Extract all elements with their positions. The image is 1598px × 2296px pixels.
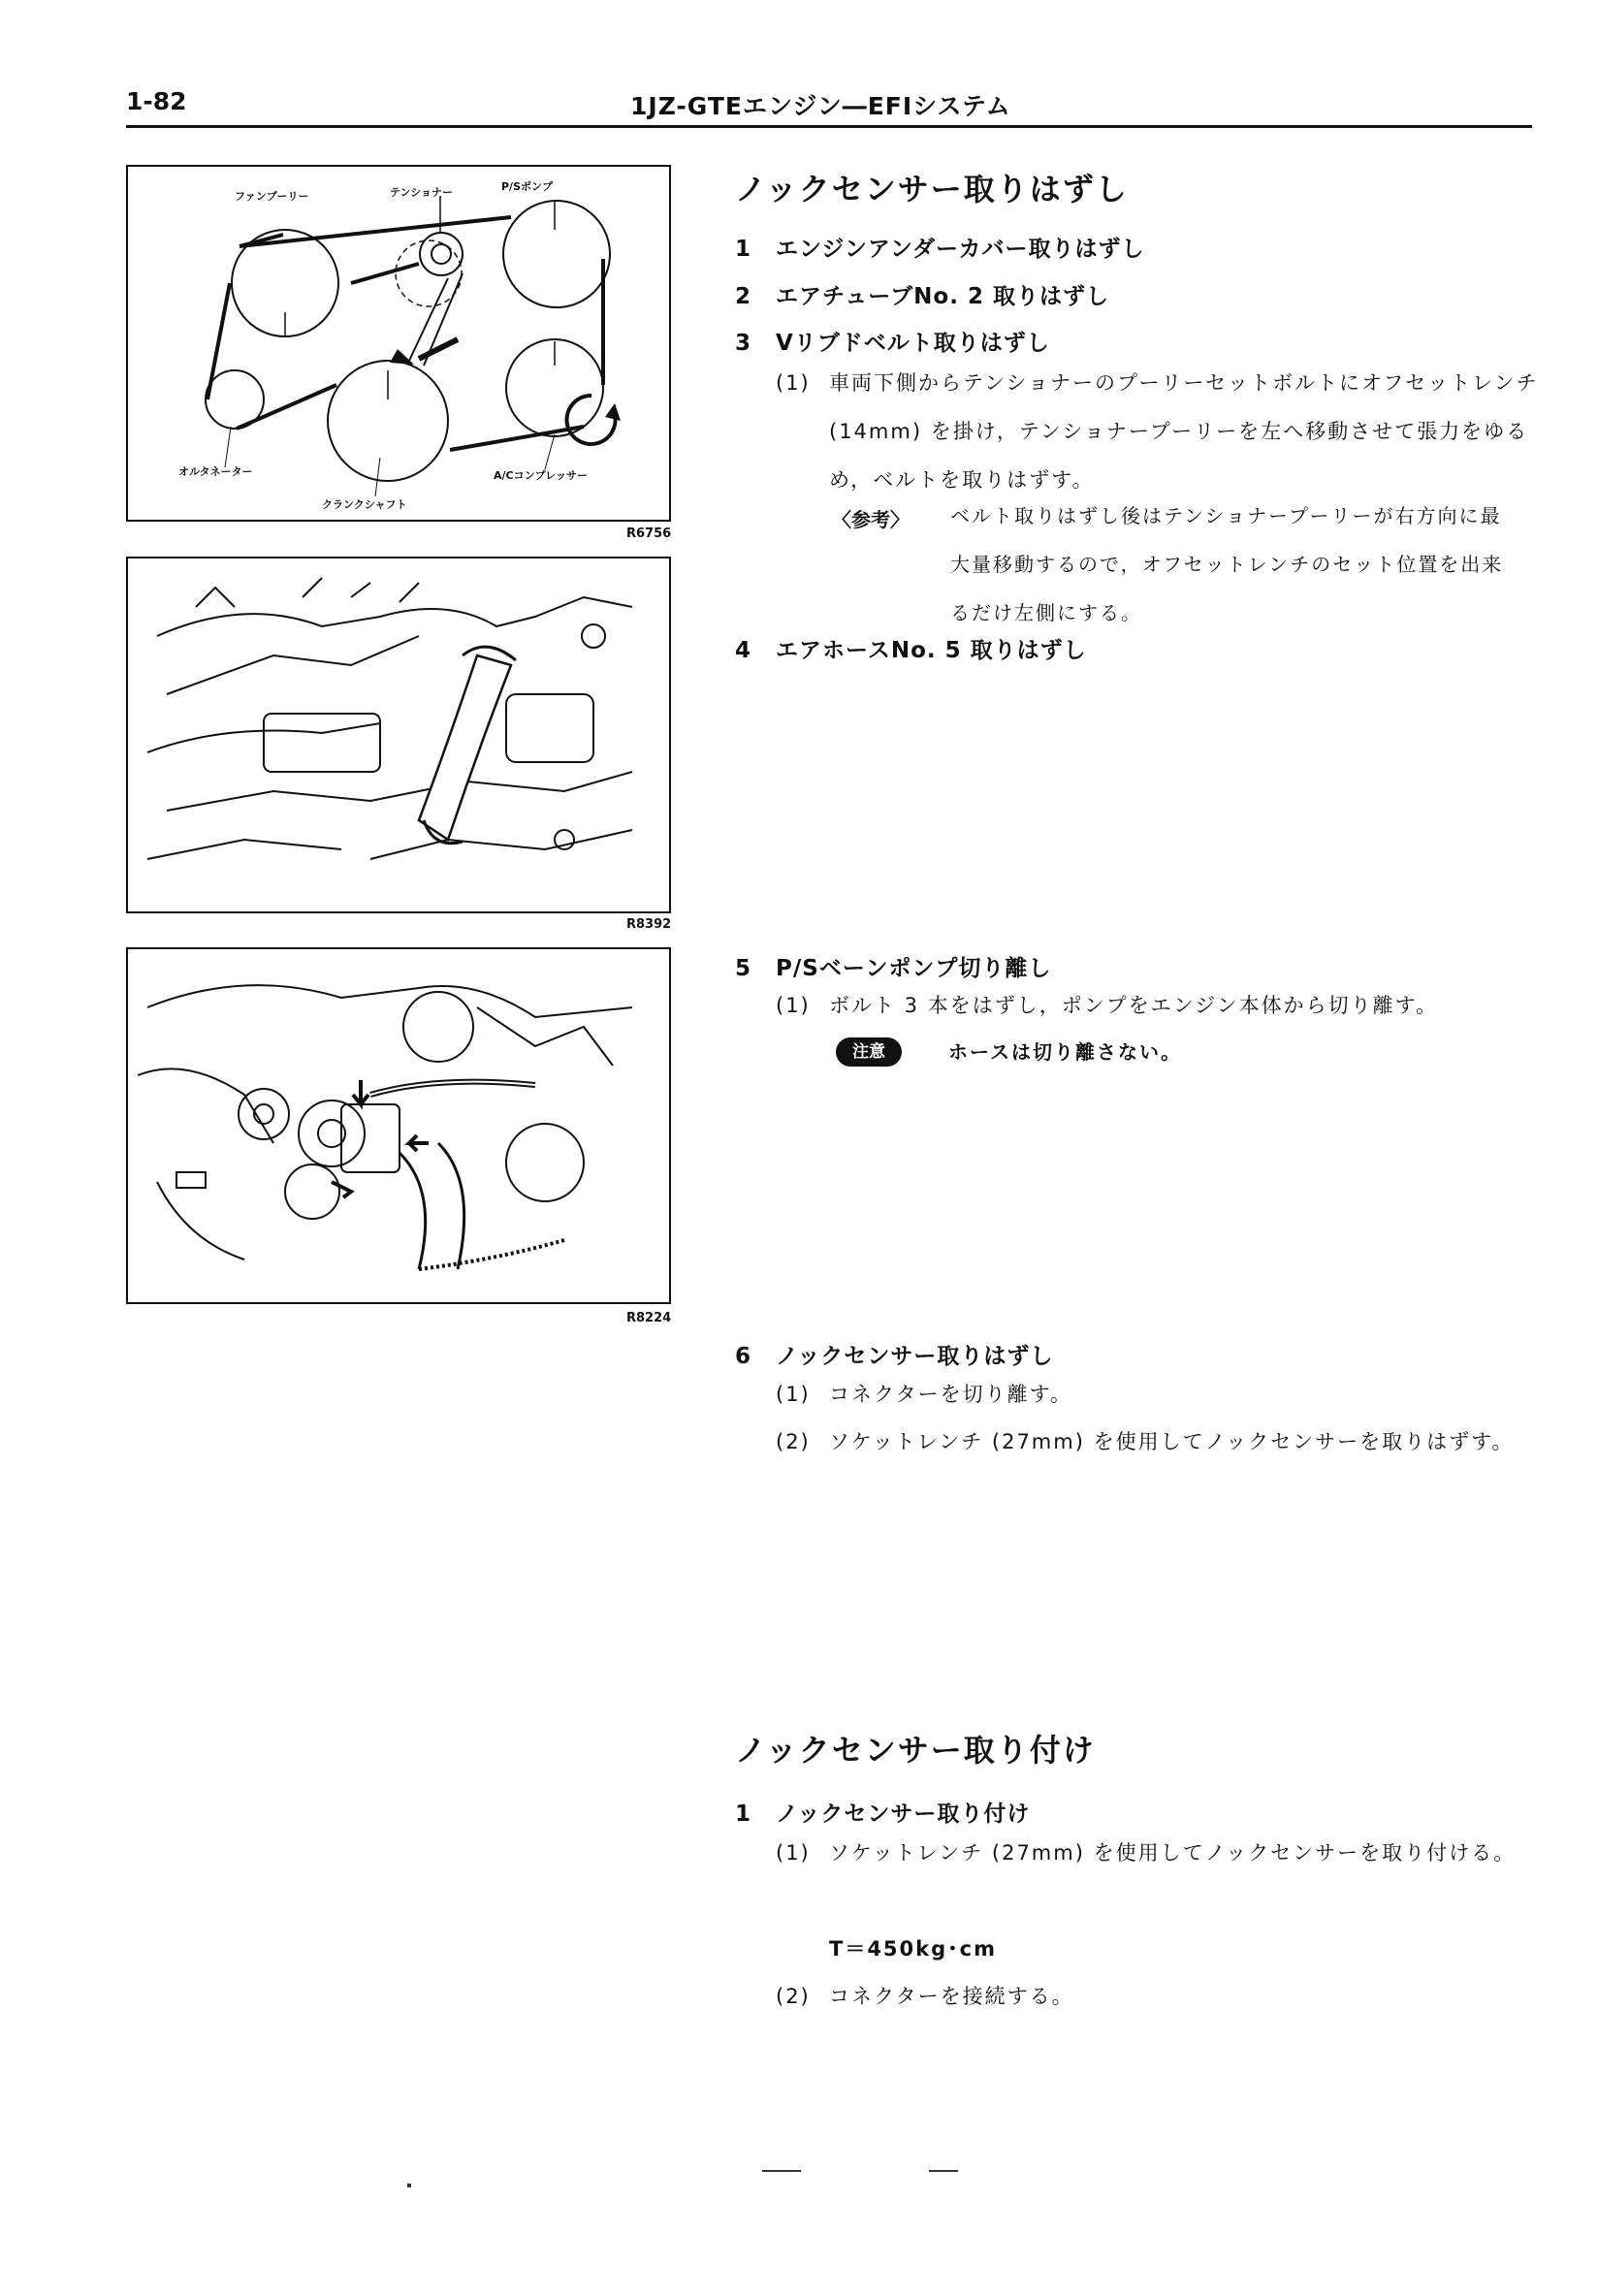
removal-step-1 [735, 231, 1145, 263]
step-number: 1 [735, 237, 752, 262]
scan-mark [762, 2170, 801, 2172]
removal-step-2 [735, 278, 1109, 310]
step-number: 6 [735, 1344, 752, 1369]
installation-step-1 [735, 1796, 1030, 1828]
substep-number: (1) [776, 371, 811, 395]
installation-section-title: ノックセンサー取り付け [735, 1732, 1096, 1769]
ps-pump-label: P/Sポンプ [501, 180, 554, 193]
substep-number: (1) [776, 1841, 811, 1865]
removal-step-6 [735, 1338, 1053, 1370]
figure-code-r6756: R6756 [626, 526, 672, 541]
removal-section-title: ノックセンサー取りはずし [735, 171, 1129, 207]
reference-text: ベルト取りはずし後はテンショナープーリーが右方向に最大量移動するので，オフセットレンチのセット位置を出来るだけ左側にする。 [950, 504, 1504, 624]
figure-code-r8392: R8392 [626, 917, 672, 932]
belt-routing-figure [126, 165, 671, 522]
substep-number: (2) [776, 1985, 811, 2008]
ac-compressor-label: A/Cコンプレッサー [494, 469, 589, 482]
air-hose-illustration [128, 558, 669, 911]
step-number: 4 [735, 638, 752, 663]
step-text: ノックセンサー取り付け [776, 1802, 1031, 1827]
removal-step-5 [735, 950, 1051, 982]
page-header [126, 87, 1532, 126]
step-text: エアチューブNo. 2 取りはずし [776, 284, 1109, 309]
step-text: P/Sベーンポンプ切り離し [776, 956, 1052, 981]
caution-text: ホースは切り離さない。 [948, 1040, 1182, 1064]
step-number: 2 [735, 284, 752, 309]
reference-label: 〈参考〉 [832, 508, 910, 531]
ps-pump-illustration [128, 949, 669, 1302]
ps-pump-pulley [299, 1100, 365, 1166]
substep-text: ソケットレンチ (27mm) を使用してノックセンサーを取り付ける。 [829, 1841, 1517, 1865]
torque-value: T＝450kg･cm [829, 1937, 997, 1961]
header-rule [126, 125, 1532, 128]
air-hose-figure [126, 557, 671, 913]
scan-mark [407, 2184, 411, 2187]
fan-pulley-label: ファンプーリー [235, 190, 309, 203]
step-number: 5 [735, 956, 752, 981]
substep-text: コネクターを接続する。 [829, 1985, 1074, 2008]
substep-text: 車両下側からテンショナーのプーリーセットボルトにオフセットレンチ (14mm) を掛け，テンショナープーリーを左へ移動させて張力をゆるめ，ベルトを取りはずす。 [829, 371, 1539, 492]
step-text: エアホースNo. 5 取りはずし [776, 638, 1087, 663]
tensioner-label: テンショナー [390, 186, 453, 199]
removal-step-3 [735, 325, 1050, 357]
crankshaft-label: クランクシャフト [322, 498, 407, 511]
caution-badge: 注意 [836, 1037, 902, 1067]
figure-code-r8224: R8224 [626, 1311, 672, 1325]
page-number: 1-82 [126, 87, 187, 115]
substep-number: (1) [776, 1383, 811, 1406]
step-text: ノックセンサー取りはずし [776, 1344, 1054, 1369]
substep-text: ボルト 3 本をはずし，ポンプをエンジン本体から切り離す。 [829, 994, 1438, 1017]
step-number: 3 [735, 331, 752, 356]
substep-text: ソケットレンチ (27mm) を使用してノックセンサーを取りはずす。 [829, 1430, 1515, 1453]
substep-number: (1) [776, 994, 811, 1017]
ps-pump-figure [126, 947, 671, 1304]
belt-routing-diagram [128, 167, 669, 520]
chapter-title: 1JZ-GTEエンジン―EFIシステム [630, 92, 1011, 120]
step-text: Vリブドベルト取りはずし [776, 331, 1050, 356]
step-text: エンジンアンダーカバー取りはずし [776, 237, 1145, 262]
scan-mark [929, 2170, 958, 2172]
alternator-label: オルタネーター [178, 465, 253, 478]
substep-text: コネクターを切り離す。 [829, 1383, 1072, 1406]
ps-pump-pulley-shape [503, 201, 610, 307]
step-number: 1 [735, 1802, 752, 1827]
air-hose-shape [419, 655, 511, 840]
removal-step-4 [735, 632, 1087, 664]
torque-spec [829, 1925, 997, 1973]
substep-number: (2) [776, 1430, 811, 1453]
